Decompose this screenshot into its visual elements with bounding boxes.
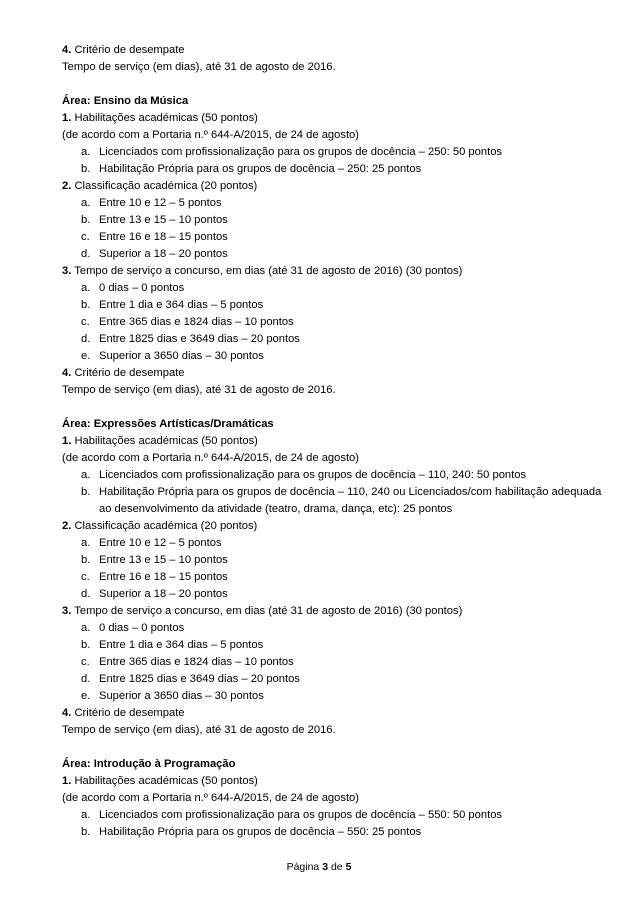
criterion-heading: 3. Tempo de serviço a concurso, em dias (até 31 de agosto de 2016) (30 pontos)	[62, 265, 463, 277]
criterion-heading: 2. Classificação académica (20 pontos)	[62, 180, 258, 192]
list-item: a. Licenciados com profissionalização para os grupos de docência – 250: 50 pontos	[81, 146, 503, 158]
list-item: a. Licenciados com profissionalização para os grupos de docência – 550: 50 pontos	[81, 809, 503, 821]
criterion-subtext: (de acordo com a Portaria n.º 644-A/2015, de 24 de agosto)	[62, 129, 360, 141]
list-item: a. Licenciados com profissionalização para os grupos de docência – 110, 240: 50 pontos	[81, 469, 527, 481]
list-item: b. Entre 1 dia e 364 dias – 5 pontos	[81, 639, 264, 651]
list-item-continuation: ao desenvolvimento da atividade (teatro, drama, dança, etc): 25 pontos	[99, 503, 453, 515]
criterion-text: Tempo de serviço (em dias), até 31 de agosto de 2016.	[62, 384, 336, 396]
list-item: c. Entre 365 dias e 1824 dias – 10 pontos	[81, 656, 294, 668]
criterion-heading: 1. Habilitações académicas (50 pontos)	[62, 112, 258, 124]
list-item: a. 0 dias – 0 pontos	[81, 282, 185, 294]
criterion-heading: 4. Critério de desempate	[62, 44, 185, 56]
list-item: b. Habilitação Própria para os grupos de docência – 550: 25 pontos	[81, 826, 422, 838]
criterion-heading: 4. Critério de desempate	[62, 367, 185, 379]
list-item: b. Habilitação Própria para os grupos de docência – 250: 25 pontos	[81, 163, 422, 175]
list-item: a. Entre 10 e 12 – 5 pontos	[81, 537, 222, 549]
list-item: a. Entre 10 e 12 – 5 pontos	[81, 197, 222, 209]
list-item: d. Superior a 18 – 20 pontos	[81, 248, 228, 260]
list-item: b. Entre 1 dia e 364 dias – 5 pontos	[81, 299, 264, 311]
criterion-heading: 3. Tempo de serviço a concurso, em dias (até 31 de agosto de 2016) (30 pontos)	[62, 605, 463, 617]
list-item: d. Entre 1825 dias e 3649 dias – 20 pontos	[81, 333, 300, 345]
list-item: b. Entre 13 e 15 – 10 pontos	[81, 554, 228, 566]
list-item: e. Superior a 3650 dias – 30 pontos	[81, 690, 264, 702]
criterion-subtext: (de acordo com a Portaria n.º 644-A/2015, de 24 de agosto)	[62, 452, 360, 464]
criterion-heading: 4. Critério de desempate	[62, 707, 185, 719]
list-item: a. 0 dias – 0 pontos	[81, 622, 185, 634]
list-item: c. Entre 16 e 18 – 15 pontos	[81, 231, 228, 243]
document-page	[62, 42, 602, 841]
list-item: d. Entre 1825 dias e 3649 dias – 20 pontos	[81, 673, 300, 685]
criterion-heading: 1. Habilitações académicas (50 pontos)	[62, 435, 258, 447]
area-heading-musica: Área: Ensino da Música	[62, 95, 189, 107]
list-item: c. Entre 365 dias e 1824 dias – 10 pontos	[81, 316, 294, 328]
list-item: e. Superior a 3650 dias – 30 pontos	[81, 350, 264, 362]
list-item: c. Entre 16 e 18 – 15 pontos	[81, 571, 228, 583]
criterion-text: Tempo de serviço (em dias), até 31 de agosto de 2016.	[62, 724, 336, 736]
area-heading-programacao: Área: Introdução à Programação	[62, 758, 236, 770]
criterion-heading: 2. Classificação académica (20 pontos)	[62, 520, 258, 532]
list-item: d. Superior a 18 – 20 pontos	[81, 588, 228, 600]
criterion-text: Tempo de serviço (em dias), até 31 de agosto de 2016.	[62, 61, 336, 73]
list-item: b. Habilitação Própria para os grupos de docência – 110, 240 ou Licenciados/com habilitação adequada	[81, 486, 602, 498]
criterion-subtext: (de acordo com a Portaria n.º 644-A/2015, de 24 de agosto)	[62, 792, 360, 804]
area-heading-expressoes: Área: Expressões Artísticas/Dramáticas	[62, 418, 274, 430]
criterion-heading: 1. Habilitações académicas (50 pontos)	[62, 775, 258, 787]
page-number-footer: Página 3 de 5	[286, 861, 352, 873]
list-item: b. Entre 13 e 15 – 10 pontos	[81, 214, 228, 226]
